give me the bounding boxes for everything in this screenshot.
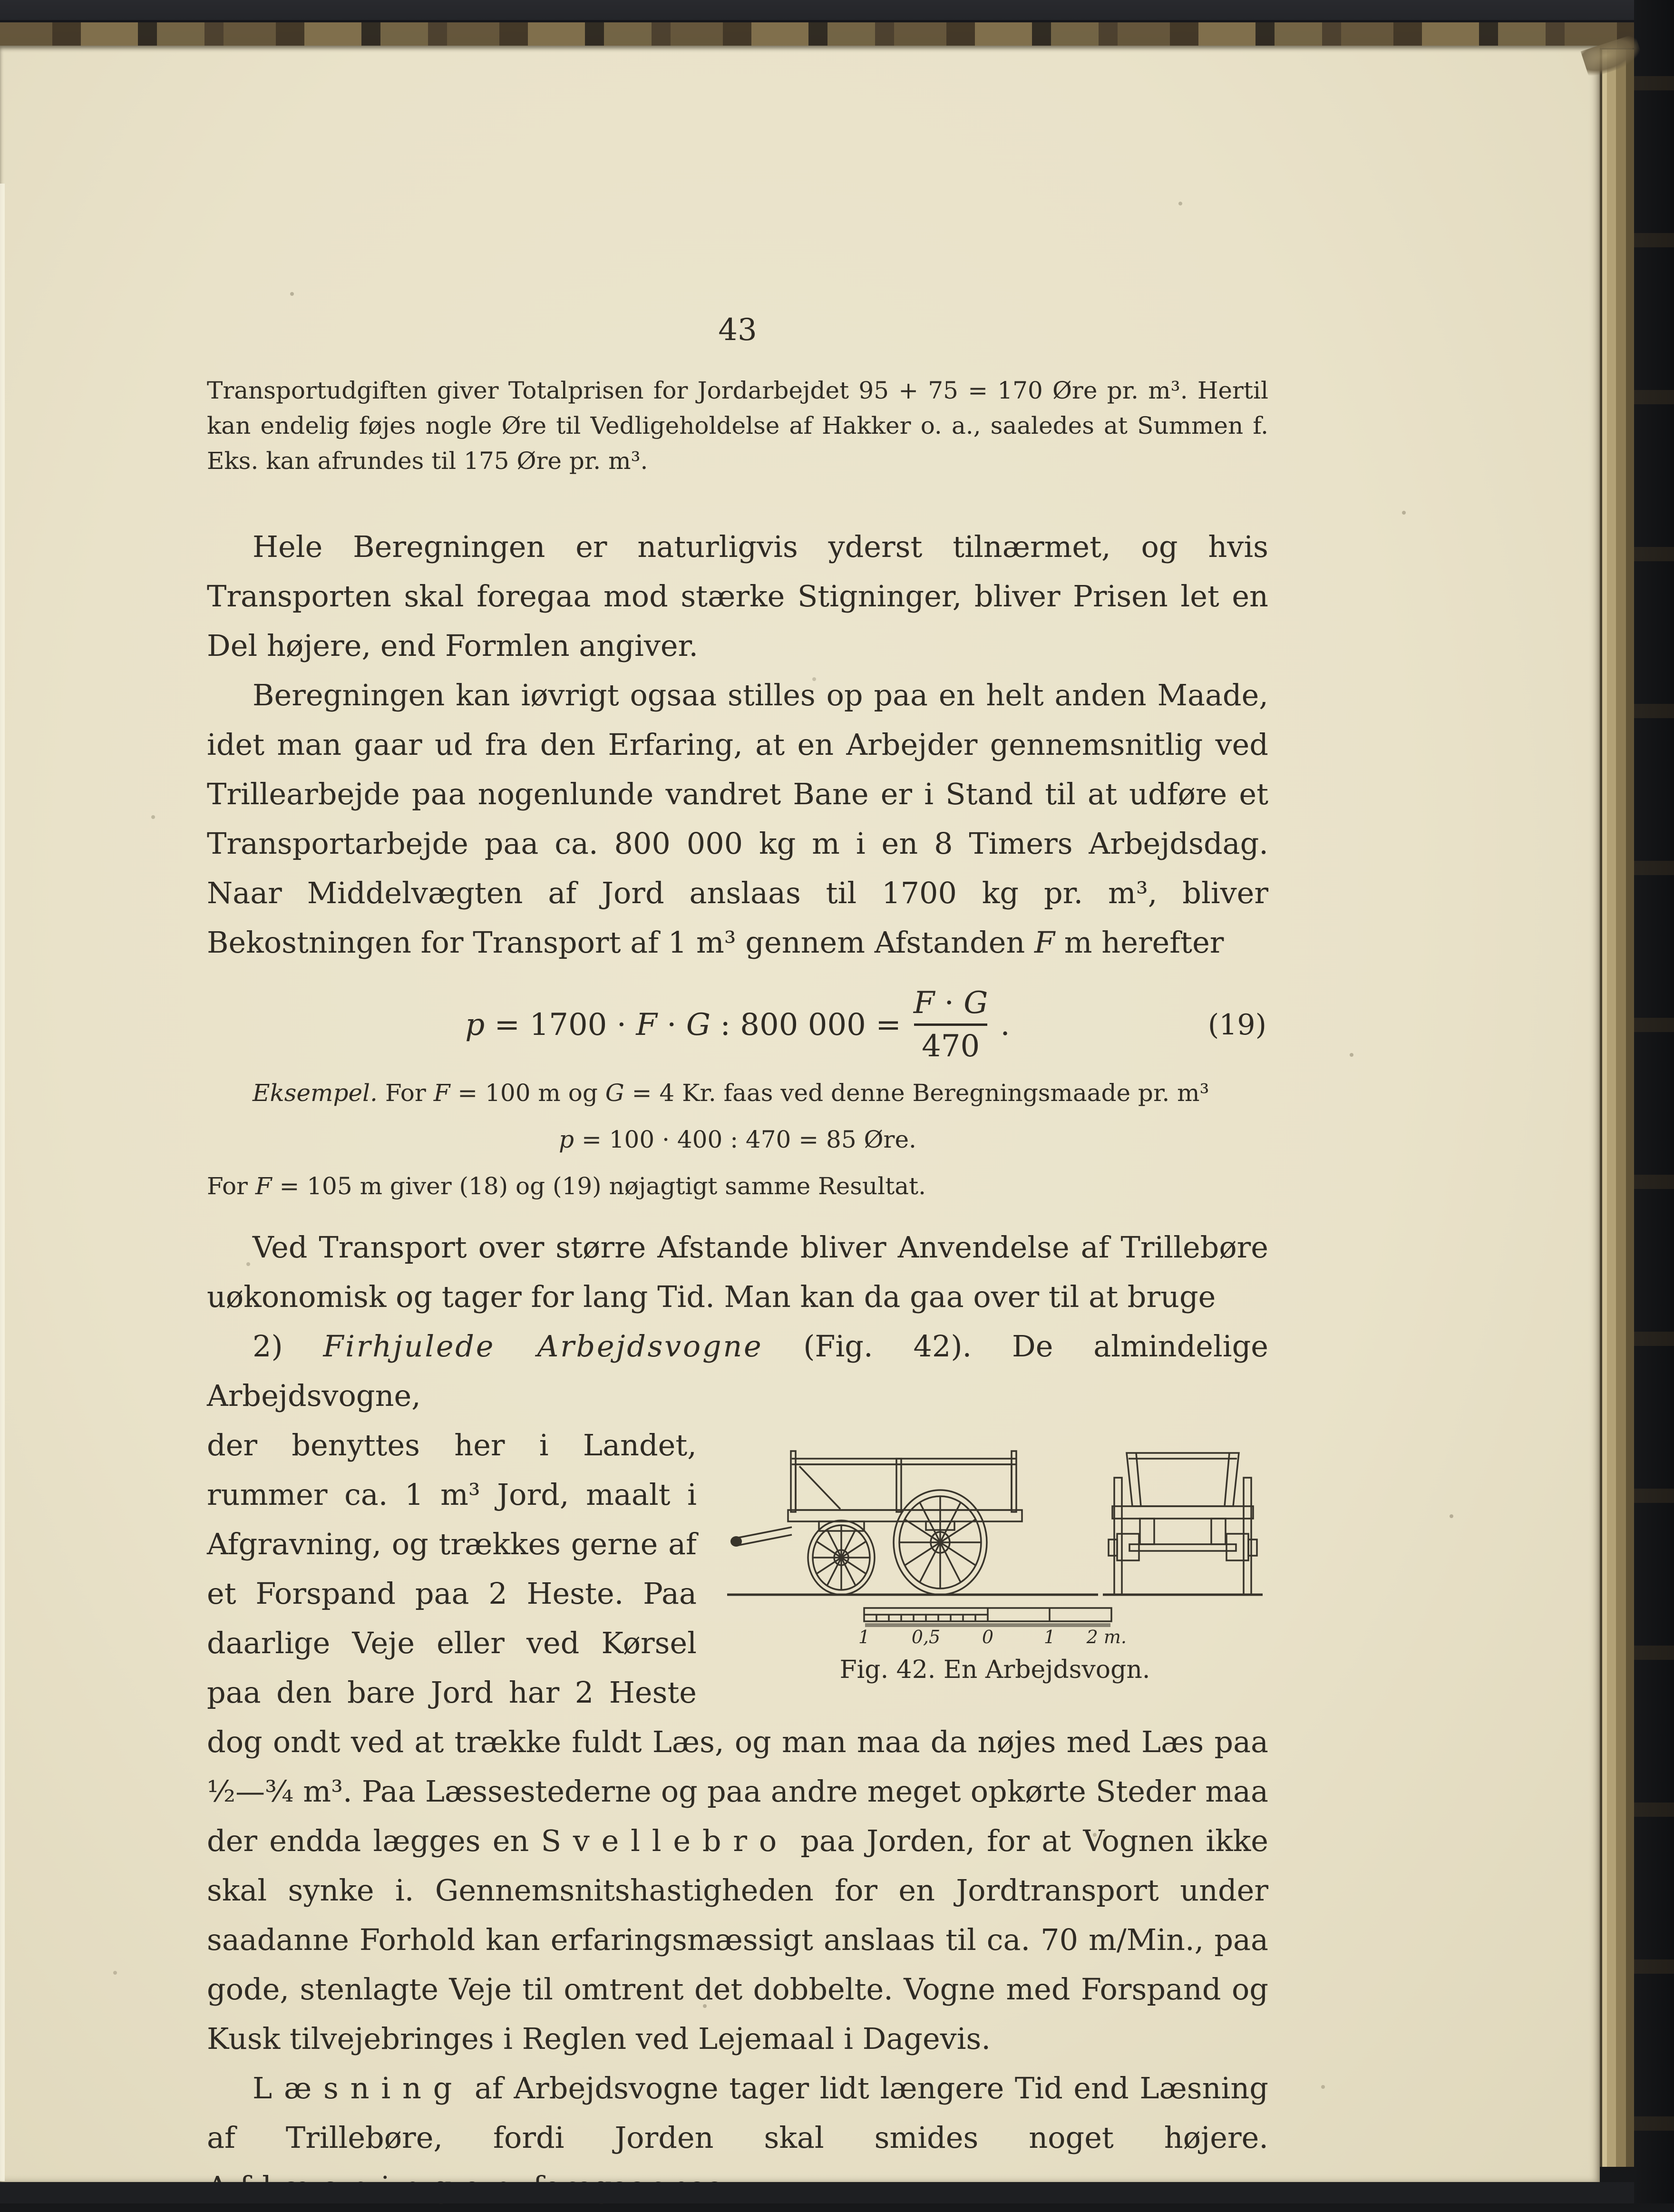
paragraph-laesning: Læsning af Arbejdsvogne tager lidt længere Tid end Læsning af Trillebøre, fordi Jorden skal smides noget højere. xyxy=(207,2071,1268,2155)
paragraph-arbejdsvogne-first: 2) Firhjulede Arbejdsvogne (Fig. 42). De almindelige Arbejdsvogne, xyxy=(207,1329,1269,1413)
equation-fraction xyxy=(908,986,994,1063)
equation-lhs: p = 1700 · F · G : 800 000 = xyxy=(465,1007,901,1043)
svg-text:0,5: 0,5 xyxy=(911,1627,941,1647)
paragraph-arbejdsvogne-rest xyxy=(207,1421,1268,2064)
example-line2: For F = 105 m giver (18) og (19) nøjagtigt samme Resultat. xyxy=(207,1172,926,1200)
book-fore-edge xyxy=(1600,49,1634,2167)
equation-number: (19) xyxy=(1207,1008,1266,1042)
figure-scale-bar xyxy=(858,1608,1127,1647)
page-number: 43 xyxy=(718,312,757,348)
page-left-edge xyxy=(0,184,5,2181)
svg-text:0: 0 xyxy=(982,1627,994,1647)
wagon-side-view xyxy=(727,1451,1098,1595)
work-wagon-drawing xyxy=(721,1428,1268,1652)
paragraph-hele-beregningen: Hele Beregningen er naturligvis yderst tilnærmet, og hvis Transporten skal foregaa mod stærke Stigninger, bliver Prisen let en Del højere, end Formlen angiver. xyxy=(207,529,1268,663)
book-cover-bottom xyxy=(0,2182,1634,2203)
svg-text:1: 1 xyxy=(1043,1627,1056,1647)
paragraph-beregningen-maade: Beregningen kan iøvrigt ogsaa stilles op paa en helt anden Maade, idet man gaar ud fra den Erfaring, at en Arbejder gennemsnitlig ved Trillearbejde paa nogenlunde vandret Bane er i Stand til at udføre et Transportarbejde paa ca. 800 000 kg m i en 8 Timers Arbejdsdag. Naar Middelvægten af Jord anslaas til 1700 kg pr. m³, bliver Bekostningen for Transport af 1 m³ gennem Afstanden F m herefter xyxy=(207,678,1268,960)
equation-period: . xyxy=(1000,1007,1010,1043)
paper-specks xyxy=(0,46,2,48)
figure-caption: Fig. 42. En Arbejdsvogn. xyxy=(839,1656,1150,1684)
example-line1: Eksempel. For F = 100 m og G = 4 Kr. faas ved denne Beregningsmaade pr. m³ xyxy=(253,1079,1209,1107)
book-cover-right xyxy=(1634,0,1674,2203)
svg-text:2 m.: 2 m. xyxy=(1086,1627,1127,1647)
fraction-denominator: 470 xyxy=(914,1023,987,1063)
figure-42 xyxy=(721,1428,1268,1684)
text-block xyxy=(207,312,1268,2212)
paragraph-arbejdsvogne-text: der benyttes her i Landet, rummer ca. 1 m³ Jord, maalt i Afgravning, og trækkes gerne af et Forspand paa 2 Heste. Paa daarlige Veje eller ved Kørsel paa den bare Jord har 2 Heste dog ondt ved at trække fuldt Læs, og man maa da nøjes med Læs paa ½—¾ m³. Paa Læssestederne og paa andre meget opkørte Steder maa der endda lægges en Svellebro paa Jorden, for at Vognen ikke skal synke i. Gennemsnitshastigheden for en Jordtransport under saadanne Forhold kan erfaringsmæssigt anslaas til ca. 70 m/Min., paa gode, stenlagte Veje til omtrent det dobbelte. Vogne med Forspand og Kusk tilvejebringes i Reglen ved Lejemaal i Dagevis. xyxy=(207,1428,1268,2056)
example-block xyxy=(207,1075,1268,1204)
wagon-end-view xyxy=(1103,1453,1263,1595)
svg-text:1: 1 xyxy=(858,1627,870,1647)
paragraph-intro-small: Transportudgiften giver Totalprisen for Jordarbejdet 95 + 75 = 170 Øre pr. m³. Hertil kan endelig føjes nogle Øre til Vedligeholdelse af Hakker o. a., saaledes at Summen f. Eks. kan afrundes til 175 Øre pr. m³. xyxy=(207,377,1268,475)
book-page xyxy=(0,46,1600,2182)
book-headband xyxy=(0,20,1635,48)
fraction-numerator: F · G xyxy=(913,985,988,1021)
equation-19 xyxy=(207,986,1268,1063)
paragraph-ved-transport: Ved Transport over større Afstande bliver Anvendelse af Trillebøre uøkonomisk og tager for lang Tid. Man kan da gaa over til at bruge xyxy=(207,1230,1268,1314)
example-formula: p = 100 · 400 : 470 = 85 Øre. xyxy=(559,1126,916,1153)
